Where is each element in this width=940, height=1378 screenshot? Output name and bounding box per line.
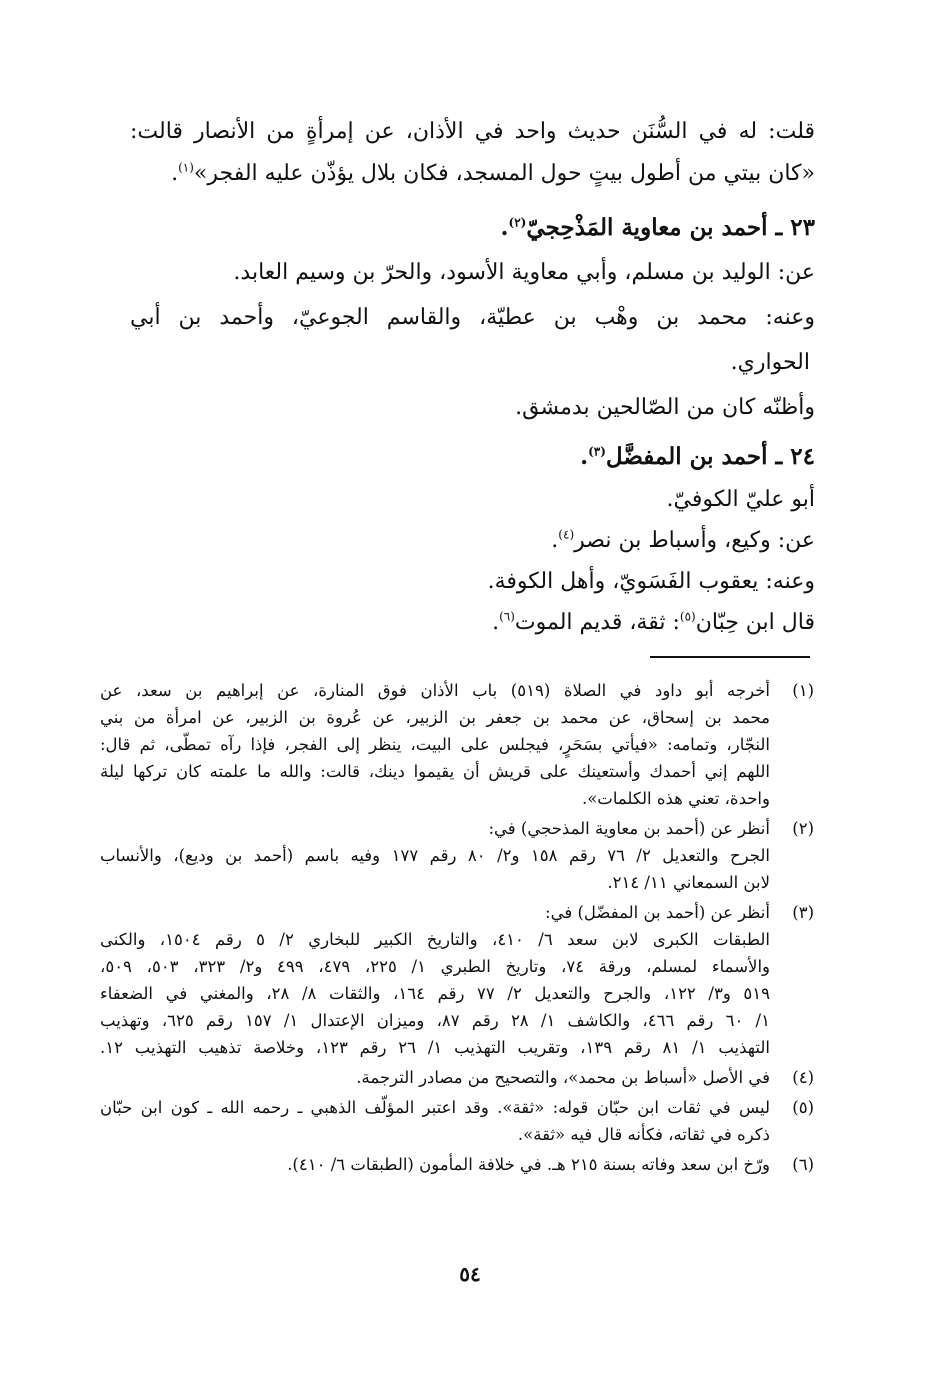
footnote-text: ذكره في ثقاته، فكأنه قال فيه «ثقة». <box>517 1125 770 1144</box>
footnote-marker: (٣) <box>588 444 606 459</box>
footnote-line <box>488 817 814 841</box>
line-tail: . <box>580 443 589 470</box>
line-text: أبو عليّ الكوفيّ. <box>666 487 815 512</box>
footnote-line <box>545 901 814 925</box>
line-tail: . <box>551 528 559 553</box>
text-line <box>731 348 810 378</box>
line-text: عن: الوليد بن مسلم، وأبي معاوية الأسود، والحرّ بن وسيم العابد. <box>233 260 815 285</box>
footnote-number: (١) <box>792 681 814 700</box>
text-line <box>515 393 815 423</box>
footnote-text: اللهم إني أحمدك وأستعينك على قريش أن يقيموا دينك، قالت: والله ما علمته كان تركها ليلة <box>100 762 770 781</box>
line-text: وأظنّه كان من الصّالحين بدمشق. <box>515 395 815 420</box>
footnote-line <box>100 706 770 730</box>
footnote-line <box>100 1009 770 1033</box>
line-text: ٢٣ ـ أحمد بن معاوية المَذْحِجيّ <box>526 214 815 241</box>
footnote-line <box>100 760 770 784</box>
footnote-line <box>518 1123 770 1147</box>
line-tail: . <box>500 214 509 241</box>
footnote-text: ليس في ثقات ابن حبّان قوله: «ثقة». وقد اعتبر المؤلّف الذهبي ـ رحمه الله ـ كون ابن حبّان <box>100 1098 770 1117</box>
text-line <box>666 485 815 515</box>
text-line <box>233 258 815 288</box>
footnote-text: لابن السمعاني ١١/ ٢١٤. <box>607 873 770 892</box>
footnote-marker: (٢) <box>508 215 527 230</box>
footnote-line <box>100 1036 770 1060</box>
footnote-number: (٥) <box>792 1098 814 1117</box>
text-line <box>551 526 815 556</box>
footnote-marker: (٦) <box>499 609 515 624</box>
footnote-marker: (١) <box>178 160 194 175</box>
line-text: عن: وكيع، وأسباط بن نصر <box>574 528 815 553</box>
footnote-separator <box>650 656 810 658</box>
text-line <box>492 608 815 638</box>
footnote-text: ٥١٩ و٣/ ١٢٢، والجرح والتعديل ٢/ ٧٧ رقم ١٦٤، والثقات ٨/ ٢٨، والمغني في الضعفاء <box>100 984 771 1003</box>
footnote-text: ١/ ٦٠ رقم ٤٦٦، والكاشف ١/ ٢٨ رقم ٨٧، وميزان الإعتدال ١/ ١٥٧ رقم ٦٢٥، وتهذيب <box>100 1011 770 1030</box>
line-text: «كان بيتي من أطول بيتٍ حول المسجد، فكان بلال يؤذّن عليه الفجر» <box>193 161 815 186</box>
footnote-number: (٦) <box>792 1155 814 1174</box>
text-line <box>171 159 815 189</box>
footnote-line <box>100 679 814 703</box>
footnote-text: ورّخ ابن سعد وفاته بسنة ٢١٥ هـ. في خلافة المأمون (الطبقات ٦/ ٤١٠). <box>287 1155 770 1174</box>
footnote-line <box>100 955 770 979</box>
entry-heading <box>501 213 816 243</box>
footnote-text: واحدة، تعني هذه الكلمات». <box>581 789 770 808</box>
footnote-number: (٢) <box>792 819 814 838</box>
footnote-line <box>356 1066 814 1090</box>
footnote-line <box>582 787 770 811</box>
footnote-text: أخرجه أبو داود في الصلاة (٥١٩) باب الأذان فوق المنارة، عن إبراهيم بن سعد، عن <box>100 681 770 700</box>
text-line <box>130 303 815 333</box>
footnote-text: والأسماء لمسلم، ورقة ٧٤، وتاريخ الطبري ١/ ٢٢٥، ٤٧٩، ٤٩٩ و٢/ ٣٢٣، ٥٠٣، ٥٠٩، <box>100 957 770 976</box>
line-text: وعنه: يعقوب الفَسَويّ، وأهل الكوفة. <box>487 569 815 594</box>
line-text: قلت: له في السُّنَن حديث واحد في الأذان، عن إمرأةٍ من الأنصار قالت: <box>130 119 815 144</box>
footnote-text: الطبقات الكبرى لابن سعد ٦/ ٤١٠، والتاريخ الكبير للبخاري ٢/ ٥ رقم ١٥٠٤، والكنى <box>100 930 770 949</box>
footnote-text: في الأصل «أسباط بن محمد»، والتصحيح من مصادر الترجمة. <box>356 1068 770 1087</box>
line-tail: : ثقة، قديم الموت <box>514 610 680 635</box>
footnote-line <box>100 844 770 868</box>
footnote-text: أنظر عن (أحمد بن معاوية المذحجي) في: <box>488 819 770 838</box>
page-number: ٥٤ <box>459 1262 481 1286</box>
footnote-marker: (٥) <box>679 609 696 624</box>
footnote-number: (٤) <box>792 1068 814 1087</box>
line-text: الحواري. <box>730 350 810 375</box>
footnote-text: الجرح والتعديل ٢/ ٧٦ رقم ١٥٨ و٢/ ٨٠ رقم ١٧٧ وفيه باسم (أحمد بن وديع)، والأنساب <box>100 846 771 865</box>
footnote-line <box>100 982 770 1006</box>
text-line <box>488 567 815 597</box>
line-tail: . <box>171 161 179 186</box>
footnote-text: التهذيب ١/ ٨١ رقم ١٣٩، وتقريب التهذيب ١/ ٢٦ رقم ١٢٣، وخلاصة تذهيب التهذيب ١٢. <box>100 1038 770 1057</box>
text-line <box>130 117 815 147</box>
footnote-marker: (٤) <box>558 527 575 542</box>
line-text: قال ابن حِبّان <box>695 610 815 635</box>
footnote-line <box>287 1153 814 1177</box>
line-text: ٢٤ ـ أحمد بن المفضَّل <box>605 443 815 470</box>
footnote-text: النجّار، وتمامه: «فيأتي بسَحَرٍ، فيجلس على البيت، ينظر إلى الفجر، فإذا رآه تمطّى، ثم قال: <box>100 735 770 754</box>
footnote-text: محمد بن إسحاق، عن محمد بن جعفر بن الزبير، عن عُروة بن الزبير، عن امرأة من بني <box>100 708 770 727</box>
footnote-line <box>100 928 770 952</box>
line-tail: . <box>492 610 500 635</box>
footnote-line <box>100 733 770 757</box>
footnote-text: أنظر عن (أحمد بن المفضّل) في: <box>545 903 770 922</box>
line-text: وعنه: محمد بن وهْب بن عطيّة، والقاسم الجوعيّ، وأحمد بن أبي <box>130 305 815 330</box>
footnote-number: (٣) <box>792 903 814 922</box>
footnote-line <box>607 871 770 895</box>
footnote-line <box>100 1096 814 1120</box>
entry-heading <box>580 442 815 472</box>
